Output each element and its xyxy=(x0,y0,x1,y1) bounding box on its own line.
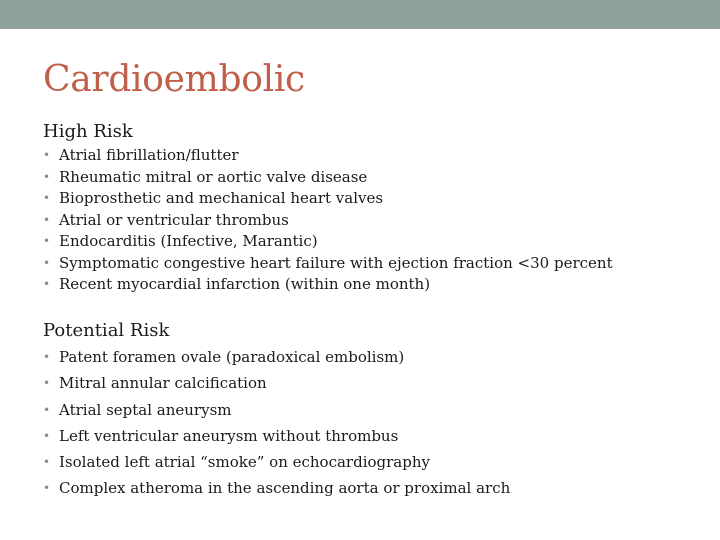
list-item: • Bioprosthetic and mechanical heart valves xyxy=(43,188,613,210)
bullet-icon: • xyxy=(43,255,51,270)
bullet-icon: • xyxy=(43,376,51,391)
high-risk-list xyxy=(43,145,613,296)
list-item: • Atrial or ventricular thrombus xyxy=(43,210,613,232)
bullet-icon: • xyxy=(43,148,51,162)
list-item: • Rheumatic mitral or aortic valve disease xyxy=(43,167,613,189)
bullet-icon: • xyxy=(43,212,51,227)
list-item: • Complex atheroma in the ascending aorta or proximal arch xyxy=(43,475,510,501)
bullet-icon: • xyxy=(43,428,51,443)
bullet-icon: • xyxy=(43,277,51,291)
bullet-icon: • xyxy=(43,455,51,470)
list-item: • Isolated left atrial “smoke” on echocardiography xyxy=(43,449,510,475)
top-accent-bar xyxy=(0,0,720,29)
list-item: • Atrial fibrillation/flutter xyxy=(43,145,613,167)
list-item: • Recent myocardial infarction (within one month) xyxy=(43,274,613,296)
bullet-icon: • xyxy=(43,169,51,184)
potential-risk-list xyxy=(43,344,510,502)
bullet-icon: • xyxy=(43,234,51,248)
potential-risk-heading: Potential Risk xyxy=(43,320,170,341)
bullet-icon: • xyxy=(43,481,51,496)
bullet-icon: • xyxy=(43,191,51,205)
slide-title: Cardioembolic xyxy=(43,59,305,100)
high-risk-heading: High Risk xyxy=(43,121,133,142)
list-item: • Atrial septal aneurysm xyxy=(43,397,510,423)
list-item: • Patent foramen ovale (paradoxical embolism) xyxy=(43,344,510,370)
bullet-icon: • xyxy=(43,402,51,417)
list-item: • Left ventricular aneurysm without thrombus xyxy=(43,423,510,449)
list-item: • Mitral annular calcification xyxy=(43,370,510,396)
list-item: • Endocarditis (Infective, Marantic) xyxy=(43,231,613,253)
list-item: • Symptomatic congestive heart failure with ejection fraction <30 percent xyxy=(43,253,613,275)
bullet-icon: • xyxy=(43,350,51,364)
